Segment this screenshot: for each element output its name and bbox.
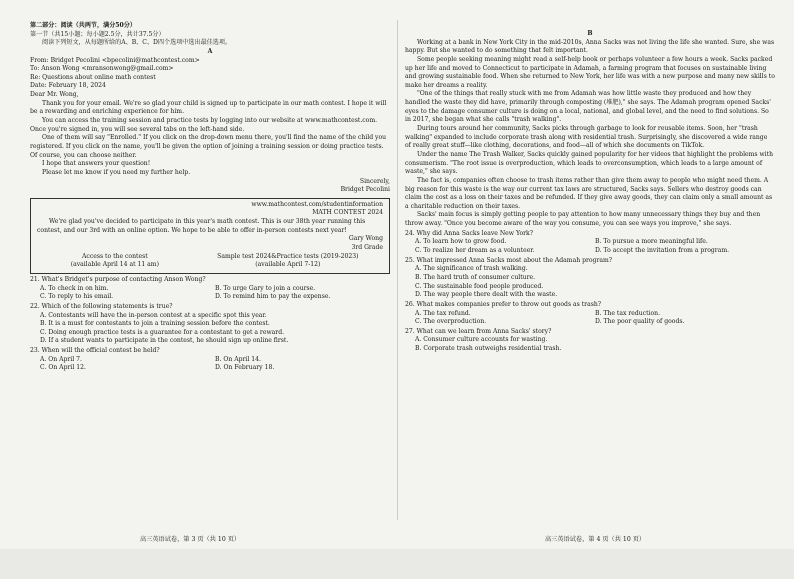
question-24 xyxy=(405,230,775,256)
option-d: D. If a student wants to participate in the contest, he should sign up online first. xyxy=(40,337,289,345)
contest-url: www.mathcontest.com/studentinformation xyxy=(251,200,383,208)
email-header xyxy=(30,57,390,92)
option-b: B. To urge Gary to join a course. xyxy=(215,284,316,292)
option-d: D. To accept the invitation from a program. xyxy=(595,247,730,255)
question-22 xyxy=(30,303,390,346)
access-link-note: (available April 14 at 11 am) xyxy=(70,261,159,269)
email-greeting: Dear Mr. Wong, xyxy=(30,91,79,99)
email-para: Thank you for your email. We're so glad your child is signed up to participate in our math contest. I hope it will be a rewarding and enriching experience for him. xyxy=(30,99,387,116)
email-signature: Bridget Pecolini xyxy=(340,186,390,194)
page-footer-left: 高三英语试卷，第 3 页（共 10 页） xyxy=(140,536,241,543)
option-a: A. To check in on him. xyxy=(40,284,109,292)
question-stem: 23. When will the official contest be held? xyxy=(30,347,160,355)
option-a: A. Consumer culture accounts for wasting. xyxy=(415,336,548,344)
option-a: A. The tax refund. xyxy=(415,309,471,317)
question-stem: 27. What can we learn from Anna Sacks' story? xyxy=(405,327,552,335)
option-c: C. To reply to his email. xyxy=(40,293,114,301)
option-c: C. The overproduction. xyxy=(415,318,487,326)
passage-para: "One of the things that really stuck with me from Adamah was how little waste they produced and how they handled the waste they did have, primarily through composting (堆肥)," she says. The Adamah program opened Sacks' eyes to the damage consumer culture is doing on a local, national, and global level, and the need to find solutions. So in 2017, she began what she calls "trash walking". xyxy=(405,90,771,124)
email-para: One of them will say "Enrolled." If you click on the drop-down menu there, you'll find the name of the child you registered. If you click on the name, you'll be given the option of joining a training session or doing practice tests. Of course, you can choose neither. xyxy=(30,134,387,159)
options-row xyxy=(30,356,390,365)
question-23 xyxy=(30,347,390,373)
practice-link: Sample test 2024&Practice tests (2019-2023) xyxy=(217,252,359,260)
access-link: Access to the contest xyxy=(82,252,148,260)
option-a: A. Contestants will have the in-person contest at a specific spot this year. xyxy=(40,311,267,319)
question-stem: 26. What makes companies prefer to throw out goods as trash? xyxy=(405,300,602,308)
question-stem: 21. What's Bridget's purpose of contacting Anson Wong? xyxy=(30,275,206,283)
option-c: C. On April 12. xyxy=(40,364,86,372)
passage-para: During tours around her community, Sacks picks through garbage to look for reusable items. Soon, her "trash walking" expanded to include corporate trash along with residential trash. Surprisingly, she discovered a wide range of really great stuff—like clothing, decorations, and food—all of which she documents on TikTok. xyxy=(405,125,768,150)
options-row xyxy=(30,285,390,294)
option-b: B. The tax reduction. xyxy=(595,309,661,317)
email-para: You can access the training session and practice tests by logging into our website at www.mathcontest.com. Once you're signed in, you will see several tabs on the left-hand side. xyxy=(30,117,378,133)
email-closing: Sincerely, xyxy=(359,177,390,185)
option-b: B. The hard truth of consumer culture. xyxy=(415,273,536,281)
option-a: A. The significance of trash walking. xyxy=(415,265,528,273)
option-a: A. To learn how to grow food. xyxy=(415,238,507,246)
option-b: B. Corporate trash outweighs residential trash. xyxy=(415,345,562,353)
options-row xyxy=(30,364,390,373)
email-para: Please let me know if you need my further help. xyxy=(42,168,191,176)
passage-para: The fact is, companies often choose to trash items rather than give them away to people who might need them. A big reason for this waste is the way our current tax laws are structured, Sacks says. Sellers who destroy goods can claim the cost as a loss on their taxes and be refunded. If they give away goods, they can claim only a small amount as a charitable reduction on their taxes. xyxy=(405,176,773,210)
question-stem: 25. What impressed Anna Sacks most about the Adamah program? xyxy=(405,256,613,264)
option-b: B. To pursue a more meaningful life. xyxy=(595,238,708,246)
section-subtitle: 第一节（共15小题；每小题2.5分，共计37.5分） xyxy=(30,30,165,38)
student-name: Gary Wong xyxy=(348,235,383,243)
section-title: 第二部分：阅读（共两节，满分50分） xyxy=(30,22,136,29)
option-d: D. The way people there dealt with the waste. xyxy=(415,291,558,299)
page-divider xyxy=(397,20,398,520)
student-grade: 3rd Grade xyxy=(351,244,383,252)
email-from: From: Bridget Pecolini <bpecolini@mathcontest.com> xyxy=(30,56,200,64)
passage-label-b: B xyxy=(587,30,593,37)
options-row xyxy=(405,247,775,256)
question-27 xyxy=(405,328,775,354)
option-d: D. The poor quality of goods. xyxy=(595,318,685,326)
option-d: D. To remind him to pay the expense. xyxy=(215,293,331,301)
contest-links xyxy=(37,253,383,270)
contest-text: We're glad you've decided to participate in this year's math contest. This is our 38th year running this contest, and our 3rd with an online option. We hope to be able to offer in-person contests next year! xyxy=(37,218,366,234)
option-c: C. Doing enough practice tests is a guarantee for a contestant to get a reward. xyxy=(40,328,285,336)
email-subject: Re: Questions about online math contest xyxy=(30,73,156,81)
instruction: 阅读下列短文，从每题所给的A、B、C、D四个选项中选出最佳选项。 xyxy=(42,39,232,47)
option-c: C. To realize her dream as a volunteer. xyxy=(415,247,535,255)
passage-para: Sacks' main focus is simply getting people to pay attention to how many unnecessary things they buy and then throw away. "Once you become aware of the way you consume, you can see ways you improve," she says. xyxy=(405,211,761,228)
passage-para: Working at a bank in New York City in the mid-2010s, Anna Sacks was not living the life she wanted. Sure, she was happy. But she wanted to do something that felt important. xyxy=(405,38,775,55)
options-row xyxy=(405,310,775,319)
option-a: A. On April 7. xyxy=(40,355,82,363)
left-page xyxy=(30,22,390,571)
options-row xyxy=(405,238,775,247)
passage-label-a: A xyxy=(207,47,213,55)
question-21 xyxy=(30,276,390,302)
email-date: Date: February 18, 2024 xyxy=(30,82,106,90)
right-page xyxy=(405,30,775,579)
contest-info-box xyxy=(30,198,390,274)
passage-para: Some people seeking meaning might read a self-help book or perhaps volunteer a few hours a week. Sacks packed up her life and moved to Connecticut to participate in Adamah, a farming program that focuses on sustainable living and growing sustainable food. When she returned to New York, her life was with a new purpose and many new skills to make her dreams a reality. xyxy=(405,55,775,89)
option-b: B. On April 14. xyxy=(215,355,261,363)
option-c: C. The sustainable food people produced. xyxy=(415,282,544,290)
option-d: D. On February 18. xyxy=(215,364,275,372)
question-26 xyxy=(405,301,775,327)
option-b: B. It is a must for contestants to join a training session before the contest. xyxy=(40,320,270,328)
practice-link-note: (available April 7-12) xyxy=(255,261,321,269)
options-row xyxy=(405,318,775,327)
page-footer-right: 高三英语试卷，第 4 页（共 10 页） xyxy=(545,536,646,543)
email-to: To: Anson Wong <mransonwong@gmail.com> xyxy=(30,65,174,73)
email-para: I hope that answers your question! xyxy=(42,160,151,168)
options-row xyxy=(30,293,390,302)
access-link-block xyxy=(37,253,193,270)
question-stem: 24. Why did Anna Sacks leave New York? xyxy=(405,229,533,237)
contest-title: MATH CONTEST 2024 xyxy=(312,209,383,217)
question-25 xyxy=(405,257,775,300)
passage-para: Under the name The Trash Walker, Sacks quickly gained popularity for her videos that highlight the problems with consumerism. "The root issue is overproduction, which leads to overconsumption, which leads to a large amount of waste," she says. xyxy=(405,150,774,176)
question-stem: 22. Which of the following statements is true? xyxy=(30,302,173,310)
practice-link-block xyxy=(193,253,383,270)
